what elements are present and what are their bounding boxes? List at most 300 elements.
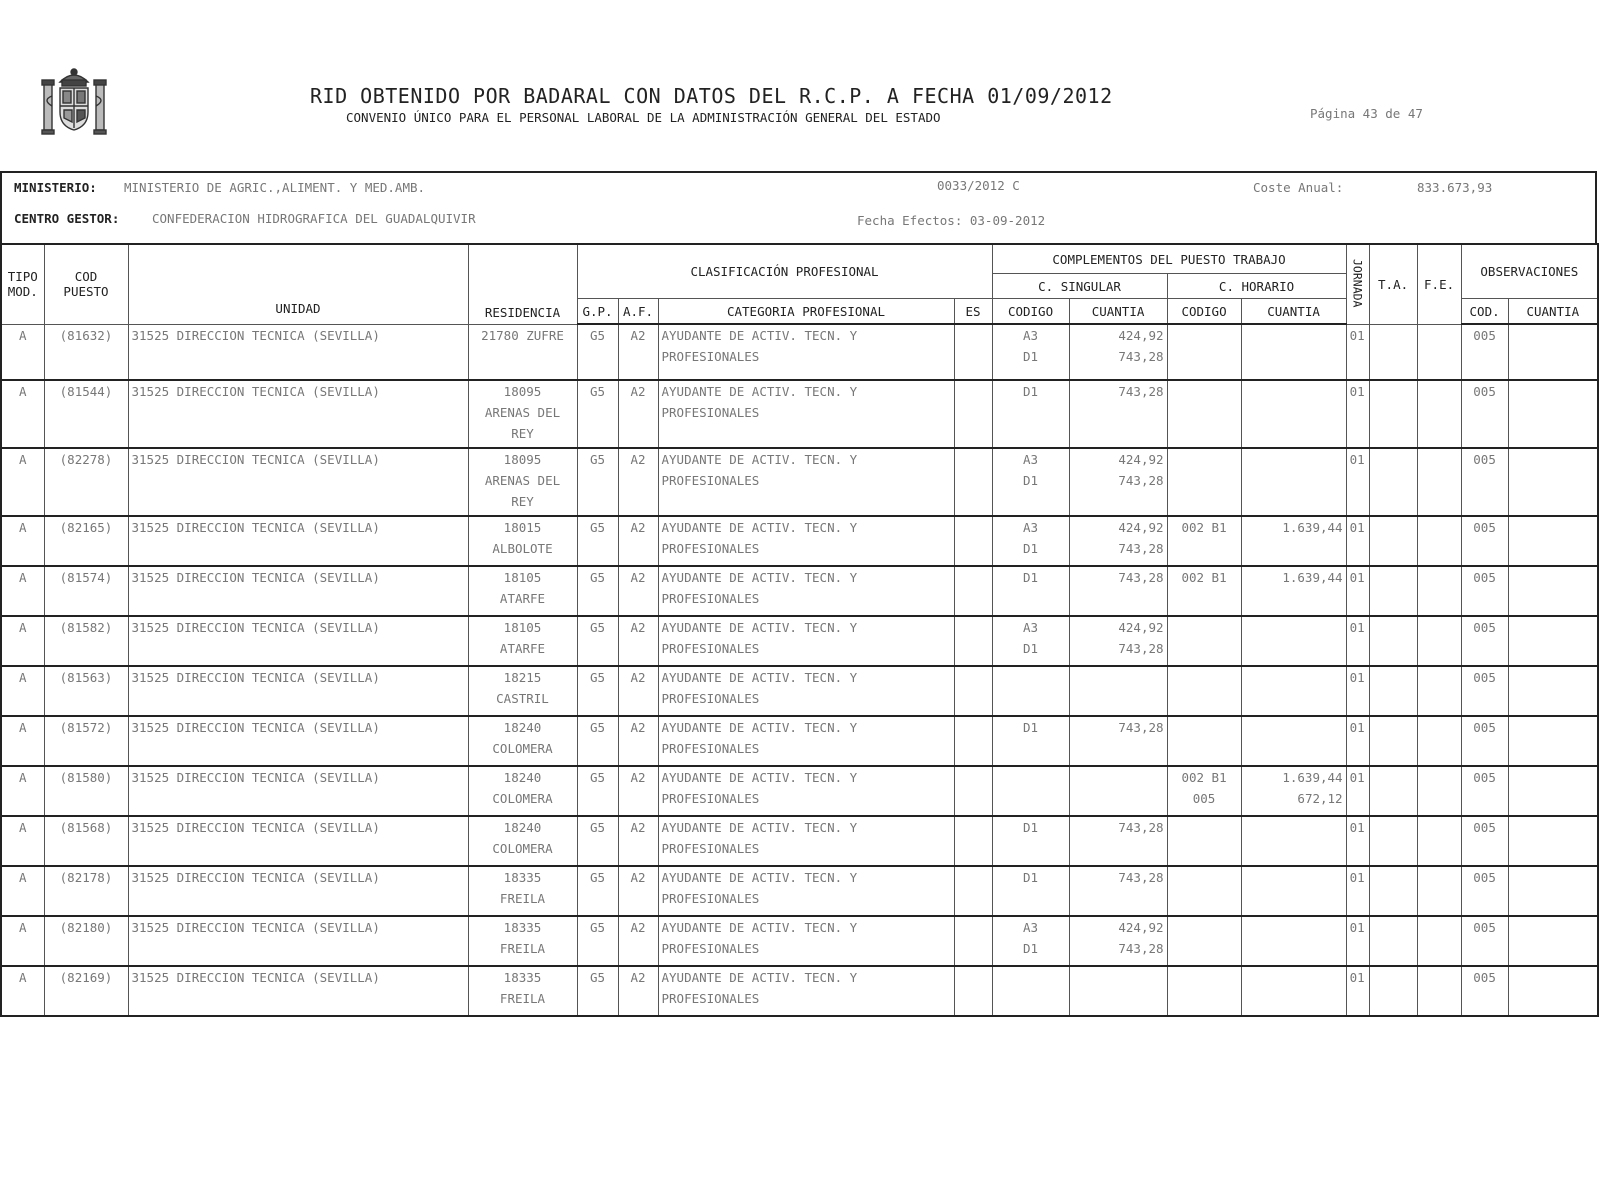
coste-value: 833.673,93: [1417, 180, 1493, 195]
cell-line: D1: [1023, 941, 1039, 956]
cell-fe: [1417, 516, 1461, 566]
cell-jornada: 01: [1346, 616, 1369, 666]
cell-cs-cuantia: [1069, 866, 1167, 916]
coat-of-arms-icon: [38, 66, 110, 140]
cell-fe: [1417, 616, 1461, 666]
cell-obs-cuantia: [1508, 666, 1598, 716]
cell-puesto: (81544): [44, 380, 128, 448]
cell-line: 1.639,44: [1282, 770, 1343, 785]
header-cuantia-singular: CUANTIA: [1069, 299, 1167, 325]
cell-ch-cod: [1167, 516, 1241, 566]
cell-gp: G5: [577, 966, 618, 1016]
cell-obs-cod: 005: [1461, 616, 1508, 666]
cell-fe: [1417, 966, 1461, 1016]
cell-line: ARENAS DEL: [484, 405, 561, 420]
cell-line: 424,92: [1118, 920, 1164, 935]
cell-line: D1: [1023, 541, 1039, 556]
cell-es: [954, 616, 992, 666]
cell-line: A3: [1023, 452, 1039, 467]
cell-line: 743,28: [1118, 870, 1164, 885]
cell-line: D1: [1023, 570, 1039, 585]
cell-line: 002 B1: [1181, 570, 1227, 585]
cell-jornada: 01: [1346, 566, 1369, 616]
cell-cs-cuantia: [1069, 816, 1167, 866]
cell-puesto: (81574): [44, 566, 128, 616]
cell-line: 18335: [503, 870, 542, 885]
cell-line: PROFESIONALES: [661, 473, 760, 488]
cell-gp: G5: [577, 616, 618, 666]
cell-cs-cuantia: [1069, 716, 1167, 766]
cell-line: 743,28: [1118, 570, 1164, 585]
cell-jornada: 01: [1346, 866, 1369, 916]
cell-unidad: 31525 DIRECCION TECNICA (SEVILLA): [128, 324, 468, 380]
cell-cs-cuantia: [1069, 616, 1167, 666]
cell-categoria: [658, 766, 954, 816]
cell-cs-cuantia: [1069, 324, 1167, 380]
cell-line: AYUDANTE DE ACTIV. TECN. Y: [661, 670, 858, 685]
cell-line: A3: [1023, 520, 1039, 535]
cell-residencia: [468, 916, 577, 966]
cell-residencia: [468, 616, 577, 666]
cell-fe: [1417, 916, 1461, 966]
table-row: [1, 566, 1598, 616]
cell-line: AYUDANTE DE ACTIV. TECN. Y: [661, 720, 858, 735]
cell-af: A2: [618, 380, 658, 448]
cell-line: A3: [1023, 620, 1039, 635]
cell-cs-cod: [992, 916, 1069, 966]
cell-unidad: 31525 DIRECCION TECNICA (SEVILLA): [128, 566, 468, 616]
cell-unidad: 31525 DIRECCION TECNICA (SEVILLA): [128, 666, 468, 716]
cell-line: PROFESIONALES: [661, 541, 760, 556]
cell-ta: [1369, 866, 1417, 916]
header-af: A.F.: [618, 299, 658, 325]
cell-puesto: (82178): [44, 866, 128, 916]
cell-obs-cod: 005: [1461, 448, 1508, 516]
cell-af: A2: [618, 916, 658, 966]
cell-line: 21780 ZUFRE: [481, 327, 564, 343]
cell-ta: [1369, 716, 1417, 766]
cell-ta: [1369, 448, 1417, 516]
cell-puesto: (81572): [44, 716, 128, 766]
cell-obs-cuantia: [1508, 816, 1598, 866]
cell-line: PROFESIONALES: [661, 941, 760, 956]
cell-unidad: 31525 DIRECCION TECNICA (SEVILLA): [128, 866, 468, 916]
cell-obs-cuantia: [1508, 566, 1598, 616]
cell-es: [954, 866, 992, 916]
cell-es: [954, 816, 992, 866]
table-row: [1, 448, 1598, 516]
cell-puesto: (81563): [44, 666, 128, 716]
cell-line: PROFESIONALES: [661, 841, 760, 856]
cell-gp: G5: [577, 666, 618, 716]
cell-jornada: 01: [1346, 966, 1369, 1016]
cell-line: ATARFE: [499, 641, 546, 656]
cell-ch-cuantia: [1241, 816, 1346, 866]
cell-af: A2: [618, 766, 658, 816]
cell-fe: [1417, 766, 1461, 816]
cell-cs-cuantia: [1069, 966, 1167, 1016]
centro-label: CENTRO GESTOR:: [14, 211, 120, 226]
cell-cs-cod: [992, 566, 1069, 616]
cell-obs-cuantia: [1508, 866, 1598, 916]
cell-line: COLOMERA: [492, 791, 553, 806]
header-observaciones: OBSERVACIONES: [1461, 244, 1598, 299]
cell-cs-cod: [992, 966, 1069, 1016]
cell-line: 18105: [503, 620, 542, 635]
cell-ch-cuantia: [1241, 616, 1346, 666]
cell-cs-cod: [992, 816, 1069, 866]
cell-ch-cod: [1167, 380, 1241, 448]
cell-ch-cuantia: [1241, 380, 1346, 448]
cell-jornada: 01: [1346, 916, 1369, 966]
cell-cs-cod: [992, 324, 1069, 380]
cell-line: 424,92: [1118, 452, 1164, 467]
cell-jornada: 01: [1346, 666, 1369, 716]
cell-line: 1.639,44: [1282, 570, 1343, 585]
header-codigo-singular: CODIGO: [992, 299, 1069, 325]
cell-ch-cuantia: [1241, 866, 1346, 916]
cell-tipo: A: [1, 380, 44, 448]
cell-residencia: [468, 966, 577, 1016]
cell-line: 424,92: [1118, 520, 1164, 535]
cell-ta: [1369, 916, 1417, 966]
cell-line: A3: [1023, 920, 1039, 935]
cell-ch-cod: [1167, 566, 1241, 616]
cell-fe: [1417, 716, 1461, 766]
cell-jornada: 01: [1346, 324, 1369, 380]
cell-obs-cod: 005: [1461, 866, 1508, 916]
cell-es: [954, 448, 992, 516]
cell-unidad: 31525 DIRECCION TECNICA (SEVILLA): [128, 916, 468, 966]
cell-line: AYUDANTE DE ACTIV. TECN. Y: [661, 970, 858, 985]
cell-cs-cuantia: [1069, 380, 1167, 448]
cell-line: 18240: [503, 770, 542, 785]
cell-categoria: [658, 816, 954, 866]
cell-jornada: 01: [1346, 516, 1369, 566]
cell-fe: [1417, 866, 1461, 916]
cell-puesto: (81580): [44, 766, 128, 816]
cell-line: AYUDANTE DE ACTIV. TECN. Y: [661, 452, 858, 467]
cell-ta: [1369, 766, 1417, 816]
ministerio-label: MINISTERIO:: [14, 180, 97, 195]
header-es: ES: [954, 299, 992, 325]
cell-line: 18240: [503, 820, 542, 835]
table-row: [1, 766, 1598, 816]
cell-line: REY: [511, 426, 534, 441]
cell-ch-cuantia: [1241, 966, 1346, 1016]
cell-line: AYUDANTE DE ACTIV. TECN. Y: [661, 384, 858, 399]
cell-jornada: 01: [1346, 716, 1369, 766]
cell-tipo: A: [1, 966, 44, 1016]
cell-obs-cuantia: [1508, 616, 1598, 666]
cell-tipo: A: [1, 816, 44, 866]
table-row: [1, 866, 1598, 916]
cell-ch-cod: [1167, 766, 1241, 816]
cell-cs-cod: [992, 766, 1069, 816]
cell-es: [954, 766, 992, 816]
centro-value: CONFEDERACION HIDROGRAFICA DEL GUADALQUIVIR: [152, 211, 476, 226]
cell-line: PROFESIONALES: [661, 591, 760, 606]
cell-ch-cod: [1167, 866, 1241, 916]
cell-ch-cod: [1167, 816, 1241, 866]
header-mod: MOD.: [7, 284, 38, 300]
cell-af: A2: [618, 816, 658, 866]
cell-fe: [1417, 566, 1461, 616]
fecha-efectos: Fecha Efectos: 03-09-2012: [857, 213, 1046, 228]
cell-categoria: [658, 448, 954, 516]
cell-gp: G5: [577, 816, 618, 866]
page-subtitle: CONVENIO ÚNICO PARA EL PERSONAL LABORAL DE LA ADMINISTRACIÓN GENERAL DEL ESTADO: [346, 110, 941, 125]
cell-line: PROFESIONALES: [661, 891, 760, 906]
header-puesto: PUESTO: [63, 284, 109, 300]
cell-unidad: 31525 DIRECCION TECNICA (SEVILLA): [128, 716, 468, 766]
cell-obs-cod: 005: [1461, 816, 1508, 866]
cell-ta: [1369, 966, 1417, 1016]
cell-residencia: [468, 380, 577, 448]
cell-line: ALBOLOTE: [492, 541, 553, 556]
cell-obs-cod: 005: [1461, 716, 1508, 766]
cell-ta: [1369, 324, 1417, 380]
cell-fe: [1417, 666, 1461, 716]
cell-obs-cod: 005: [1461, 766, 1508, 816]
cell-tipo: A: [1, 666, 44, 716]
cell-af: A2: [618, 324, 658, 380]
cell-es: [954, 716, 992, 766]
cell-cs-cod: [992, 516, 1069, 566]
header-tipo-mod: [1, 244, 44, 324]
cell-line: PROFESIONALES: [661, 641, 760, 656]
cell-puesto: (82165): [44, 516, 128, 566]
cell-unidad: 31525 DIRECCION TECNICA (SEVILLA): [128, 380, 468, 448]
rid-table: [0, 243, 1599, 1017]
cell-cs-cod: [992, 866, 1069, 916]
cell-fe: [1417, 816, 1461, 866]
cell-tipo: A: [1, 566, 44, 616]
cell-unidad: 31525 DIRECCION TECNICA (SEVILLA): [128, 616, 468, 666]
cell-line: AYUDANTE DE ACTIV. TECN. Y: [661, 328, 858, 343]
document-code: 0033/2012 C: [937, 178, 1020, 193]
cell-residencia: [468, 448, 577, 516]
header-fe: F.E.: [1417, 244, 1461, 324]
cell-ch-cuantia: [1241, 666, 1346, 716]
cell-residencia: [468, 324, 577, 380]
cell-af: A2: [618, 866, 658, 916]
cell-obs-cod: 005: [1461, 566, 1508, 616]
cell-line: D1: [1023, 349, 1039, 364]
cell-line: AYUDANTE DE ACTIV. TECN. Y: [661, 870, 858, 885]
cell-line: 424,92: [1118, 328, 1164, 343]
cell-categoria: [658, 966, 954, 1016]
header-obs-cod: COD.: [1461, 299, 1508, 325]
cell-line: 743,28: [1118, 820, 1164, 835]
cell-residencia: [468, 716, 577, 766]
cell-residencia: [468, 516, 577, 566]
cell-af: A2: [618, 966, 658, 1016]
cell-cs-cod: [992, 380, 1069, 448]
cell-line: 18240: [503, 720, 542, 735]
header-clasificacion: CLASIFICACIÓN PROFESIONAL: [577, 244, 992, 299]
cell-puesto: (82278): [44, 448, 128, 516]
cell-line: D1: [1023, 820, 1039, 835]
header-complementos: COMPLEMENTOS DEL PUESTO TRABAJO: [992, 244, 1346, 274]
cell-gp: G5: [577, 716, 618, 766]
cell-line: PROFESIONALES: [661, 741, 760, 756]
cell-line: 18215: [503, 670, 542, 685]
cell-obs-cod: 005: [1461, 380, 1508, 448]
cell-line: D1: [1023, 641, 1039, 656]
cell-line: D1: [1023, 870, 1039, 885]
cell-af: A2: [618, 666, 658, 716]
cell-fe: [1417, 324, 1461, 380]
cell-line: AYUDANTE DE ACTIV. TECN. Y: [661, 570, 858, 585]
cell-tipo: A: [1, 448, 44, 516]
header-gp: G.P.: [577, 299, 618, 325]
info-box: [0, 171, 1597, 243]
cell-line: 672,12: [1297, 791, 1343, 806]
cell-tipo: A: [1, 324, 44, 380]
cell-residencia: [468, 816, 577, 866]
cell-af: A2: [618, 448, 658, 516]
ministerio-value: MINISTERIO DE AGRIC.,ALIMENT. Y MED.AMB.: [124, 180, 426, 195]
cell-line: 18105: [503, 570, 542, 585]
cell-tipo: A: [1, 916, 44, 966]
cell-line: ARENAS DEL: [484, 473, 561, 488]
table-row: [1, 816, 1598, 866]
cell-gp: G5: [577, 516, 618, 566]
cell-ta: [1369, 516, 1417, 566]
cell-line: FREILA: [499, 991, 546, 1006]
cell-es: [954, 566, 992, 616]
cell-line: 743,28: [1118, 349, 1164, 364]
table-row: [1, 516, 1598, 566]
table-row: [1, 716, 1598, 766]
cell-es: [954, 666, 992, 716]
cell-line: REY: [511, 494, 534, 509]
cell-line: 743,28: [1118, 641, 1164, 656]
cell-unidad: 31525 DIRECCION TECNICA (SEVILLA): [128, 448, 468, 516]
cell-categoria: [658, 666, 954, 716]
cell-line: AYUDANTE DE ACTIV. TECN. Y: [661, 920, 858, 935]
cell-cs-cod: [992, 716, 1069, 766]
cell-residencia: [468, 766, 577, 816]
cell-obs-cuantia: [1508, 916, 1598, 966]
cell-ch-cod: [1167, 324, 1241, 380]
cell-line: PROFESIONALES: [661, 349, 760, 364]
cell-puesto: (81582): [44, 616, 128, 666]
cell-af: A2: [618, 566, 658, 616]
header-ta: T.A.: [1369, 244, 1417, 324]
cell-line: FREILA: [499, 891, 546, 906]
cell-tipo: A: [1, 716, 44, 766]
cell-obs-cuantia: [1508, 516, 1598, 566]
cell-unidad: 31525 DIRECCION TECNICA (SEVILLA): [128, 816, 468, 866]
table-row: [1, 616, 1598, 666]
cell-es: [954, 324, 992, 380]
cell-jornada: 01: [1346, 766, 1369, 816]
cell-af: A2: [618, 516, 658, 566]
cell-line: A3: [1023, 328, 1039, 343]
header-categoria: CATEGORIA PROFESIONAL: [658, 299, 954, 325]
table-row: [1, 666, 1598, 716]
header-tipo: TIPO: [7, 269, 38, 285]
cell-cs-cuantia: [1069, 666, 1167, 716]
cell-categoria: [658, 866, 954, 916]
cell-cs-cod: [992, 448, 1069, 516]
cell-obs-cuantia: [1508, 716, 1598, 766]
cell-line: COLOMERA: [492, 741, 553, 756]
cell-line: 424,92: [1118, 620, 1164, 635]
cell-ch-cuantia: [1241, 916, 1346, 966]
cell-ch-cuantia: [1241, 448, 1346, 516]
cell-ch-cod: [1167, 966, 1241, 1016]
cell-categoria: [658, 616, 954, 666]
table-row: [1, 966, 1598, 1016]
cell-obs-cuantia: [1508, 380, 1598, 448]
cell-ch-cuantia: [1241, 324, 1346, 380]
cell-tipo: A: [1, 516, 44, 566]
cell-obs-cuantia: [1508, 766, 1598, 816]
cell-line: 18095: [503, 452, 542, 467]
header-unidad: UNIDAD: [128, 244, 468, 324]
table-row: [1, 380, 1598, 448]
cell-puesto: (81568): [44, 816, 128, 866]
cell-unidad: 31525 DIRECCION TECNICA (SEVILLA): [128, 766, 468, 816]
cell-cs-cod: [992, 616, 1069, 666]
header-jornada: [1346, 244, 1369, 324]
cell-puesto: (81632): [44, 324, 128, 380]
cell-categoria: [658, 566, 954, 616]
cell-es: [954, 516, 992, 566]
header-cod: COD: [74, 269, 98, 285]
cell-puesto: (82169): [44, 966, 128, 1016]
cell-ch-cod: [1167, 448, 1241, 516]
cell-obs-cod: 005: [1461, 966, 1508, 1016]
cell-fe: [1417, 380, 1461, 448]
cell-line: 1.639,44: [1282, 520, 1343, 535]
cell-line: 743,28: [1118, 384, 1164, 399]
table-row: [1, 324, 1598, 380]
cell-categoria: [658, 380, 954, 448]
cell-tipo: A: [1, 866, 44, 916]
cell-line: 743,28: [1118, 541, 1164, 556]
cell-obs-cod: 005: [1461, 916, 1508, 966]
cell-ch-cod: [1167, 716, 1241, 766]
cell-ch-cuantia: [1241, 766, 1346, 816]
cell-categoria: [658, 716, 954, 766]
cell-line: D1: [1023, 473, 1039, 488]
cell-line: AYUDANTE DE ACTIV. TECN. Y: [661, 520, 858, 535]
cell-es: [954, 380, 992, 448]
cell-es: [954, 966, 992, 1016]
cell-ta: [1369, 566, 1417, 616]
cell-gp: G5: [577, 380, 618, 448]
cell-line: PROFESIONALES: [661, 405, 760, 420]
cell-line: ATARFE: [499, 591, 546, 606]
cell-cs-cod: [992, 666, 1069, 716]
cell-unidad: 31525 DIRECCION TECNICA (SEVILLA): [128, 516, 468, 566]
cell-ta: [1369, 616, 1417, 666]
cell-categoria: [658, 516, 954, 566]
cell-jornada: 01: [1346, 380, 1369, 448]
cell-line: 18335: [503, 970, 542, 985]
cell-line: 002 B1: [1181, 770, 1227, 785]
cell-ch-cuantia: [1241, 566, 1346, 616]
cell-gp: G5: [577, 566, 618, 616]
cell-line: AYUDANTE DE ACTIV. TECN. Y: [661, 620, 858, 635]
header-cod-puesto: [44, 244, 128, 324]
cell-line: 005: [1192, 791, 1216, 806]
cell-line: AYUDANTE DE ACTIV. TECN. Y: [661, 770, 858, 785]
